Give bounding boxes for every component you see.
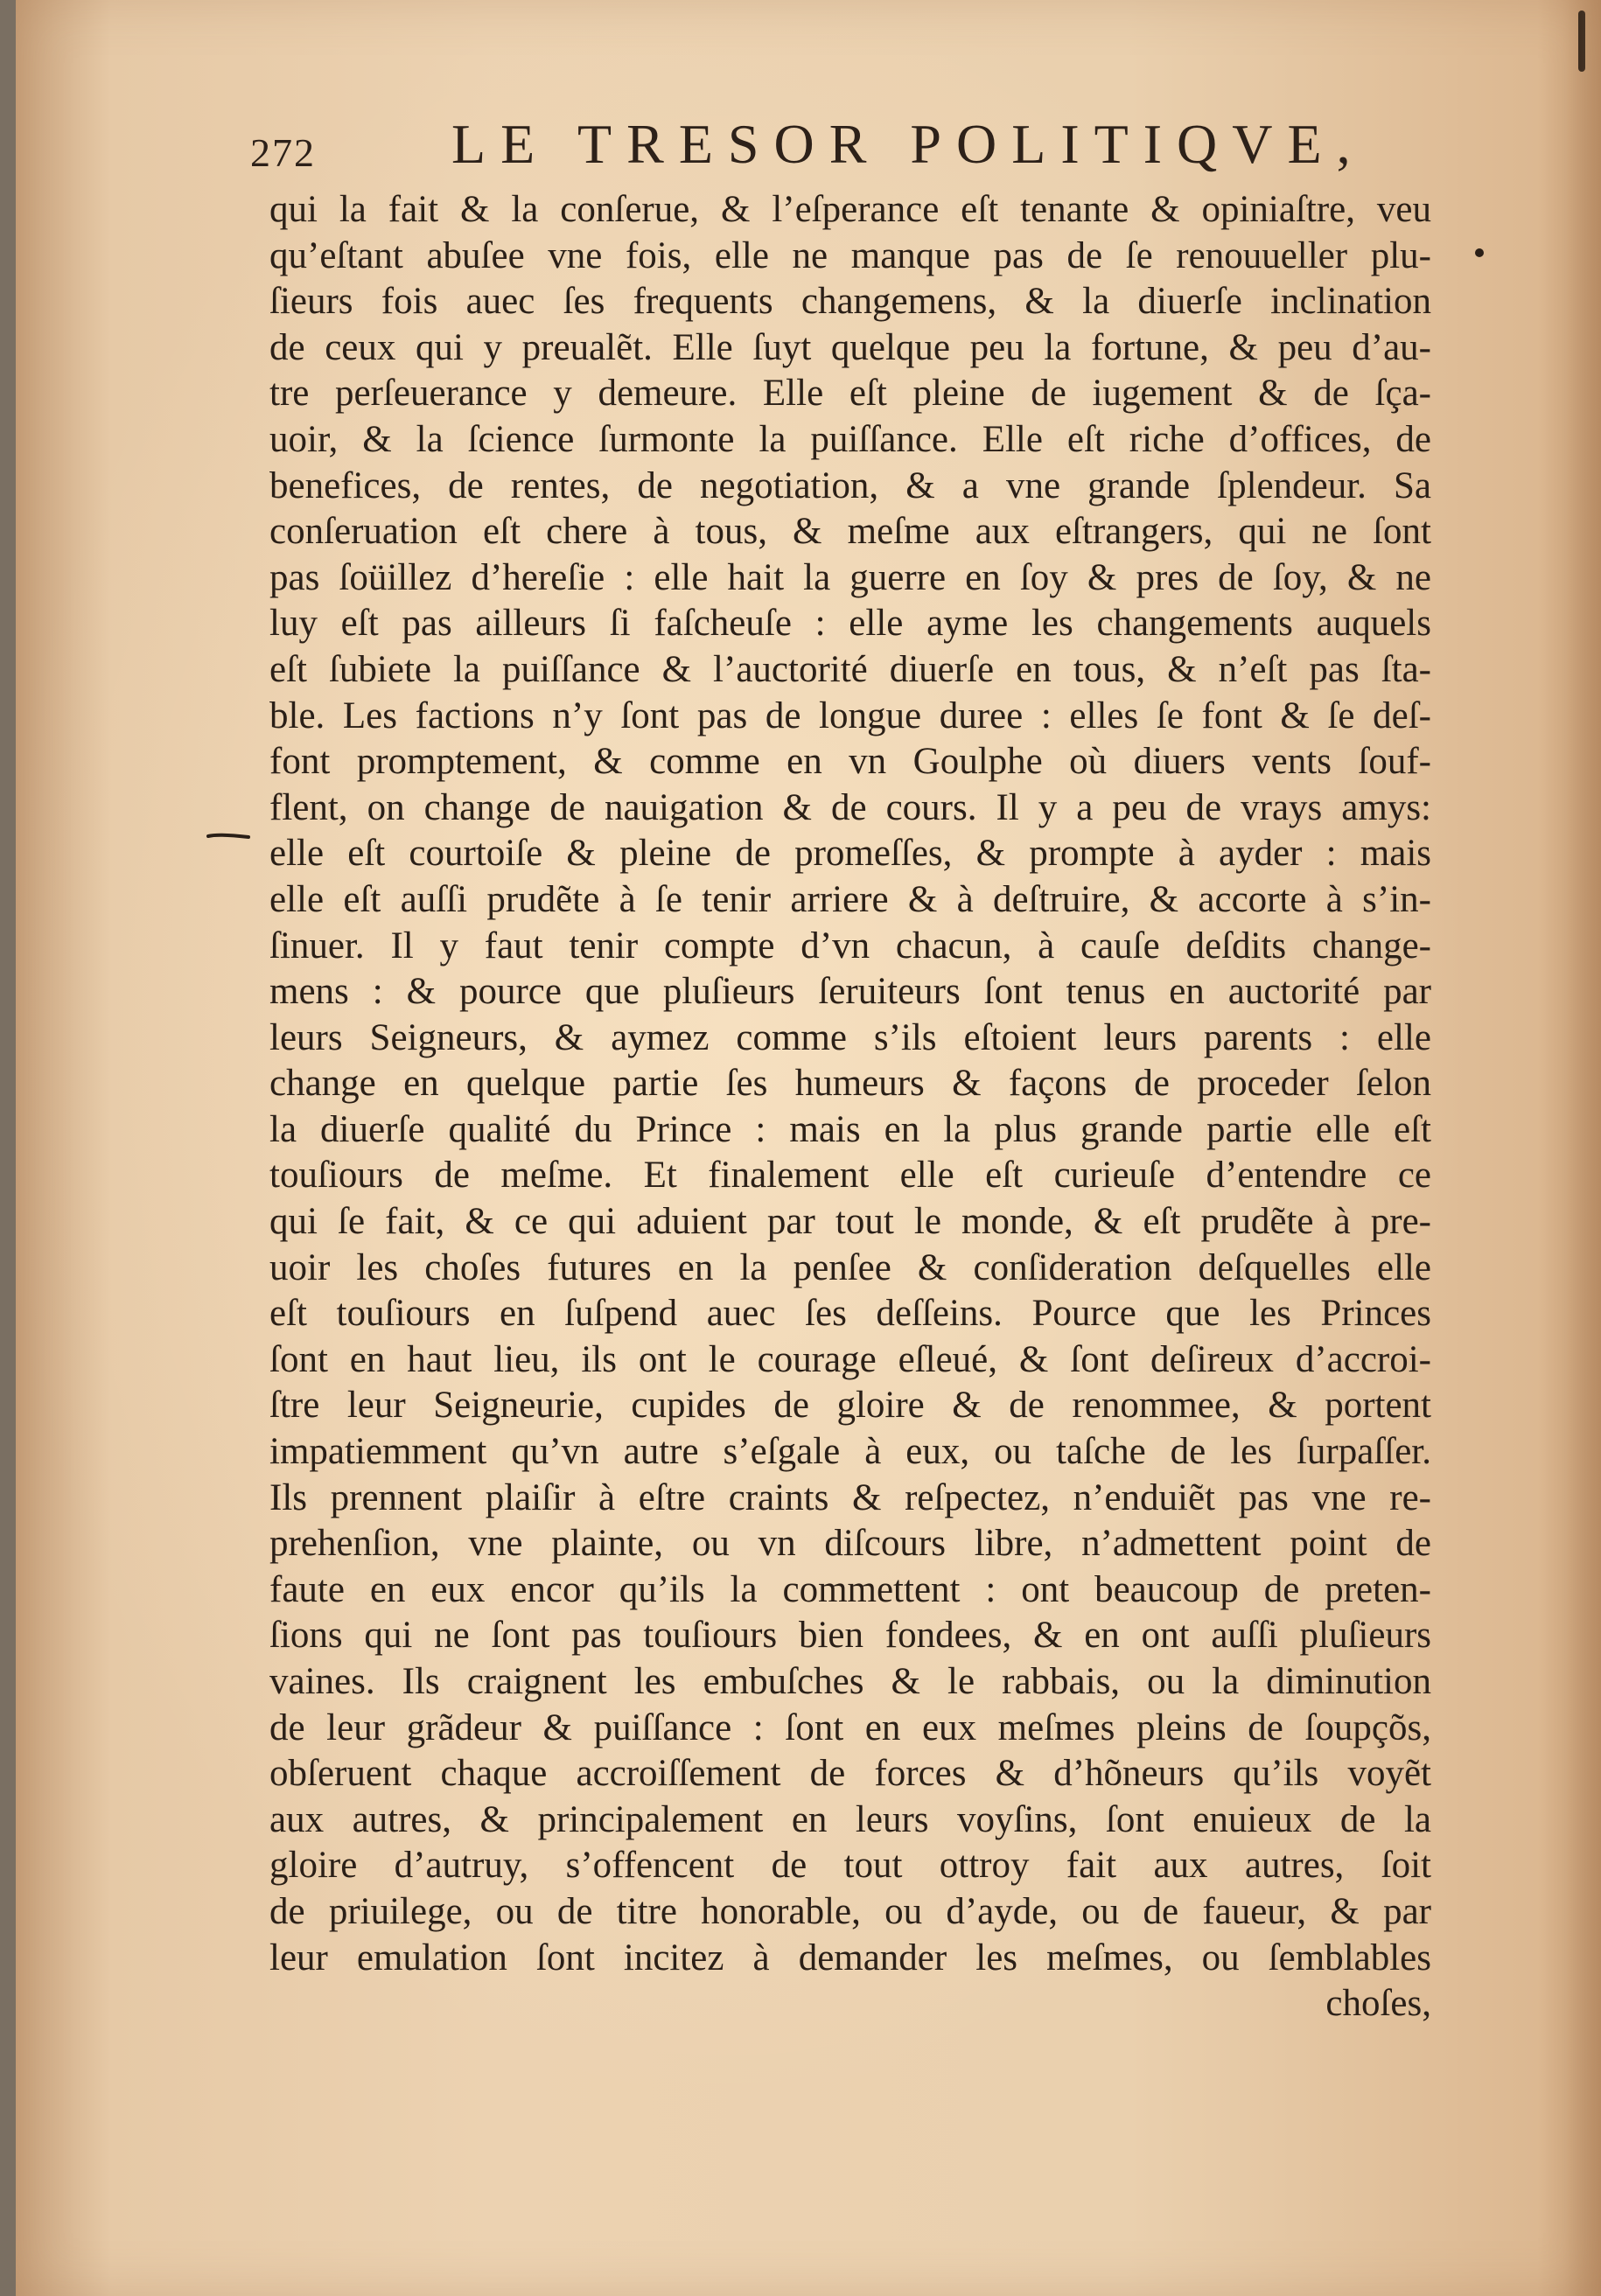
text-line: de leur grãdeur & puiſſance : ſont en eux meſmes pleins de ſoupçõs, bbox=[269, 1706, 1431, 1748]
text-line: de ceux qui y preualẽt. Elle ſuyt quelque peu la fortune, & peu d’au- bbox=[269, 326, 1431, 368]
ink-speck bbox=[1475, 248, 1484, 257]
text-line: touſiours de meſme. Et finalement elle eſt curieuſe d’entendre ce bbox=[269, 1155, 1431, 1197]
text-line: elle eſt courtoiſe & pleine de promeſſes, & prompte à ayder : mais bbox=[269, 833, 1431, 875]
text-line: ſinuer. Il y faut tenir compte d’vn chacun, à cauſe deſdits change- bbox=[269, 925, 1431, 967]
text-line: impatiemment qu’vn autre s’eſgale à eux, ou taſche de les ſurpaſſer. bbox=[269, 1431, 1431, 1473]
text-line: la diuerſe qualité du Prince : mais en la plus grande partie elle eſt bbox=[269, 1108, 1431, 1150]
text-line: ſont en haut lieu, ils ont le courage eſleué, & ſont deſireux d’accroi- bbox=[269, 1338, 1431, 1380]
page-edge-mark bbox=[1578, 10, 1585, 72]
text-line: obſeruent chaque accroiſſement de forces & d’hõneurs qu’ils voyẽt bbox=[269, 1753, 1431, 1795]
text-line: conſeruation eſt chere à tous, & meſme aux eſtrangers, qui ne ſont bbox=[269, 511, 1431, 553]
running-title: LE TRESOR POLITIQVE, bbox=[451, 113, 1366, 175]
text-line: qui ſe fait, & ce qui aduient par tout le monde, & eſt prudẽte à pre- bbox=[269, 1201, 1431, 1243]
text-line: gloire d’autruy, s’offencent de tout ottroy fait aux autres, ſoit bbox=[269, 1845, 1431, 1887]
text-line: ble. Les factions n’y ſont pas de longue duree : elles ſe font & ſe deſ- bbox=[269, 694, 1431, 736]
text-line: uoir, & la ſcience ſurmonte la puiſſance. Elle eſt riche d’offices, de bbox=[269, 418, 1431, 460]
text-line: flent, on change de nauigation & de cours. Il y a peu de vrays amys: bbox=[269, 786, 1431, 828]
text-line: de priuilege, ou de titre honorable, ou d’ayde, ou de faueur, & par bbox=[269, 1890, 1431, 1932]
text-line: ſions qui ne ſont pas touſiours bien fondees, & en ont auſſi pluſieurs bbox=[269, 1615, 1431, 1657]
text-line: tre perſeuerance y demeure. Elle eſt pleine de iugement & de ſça- bbox=[269, 373, 1431, 415]
book-page bbox=[16, 0, 1601, 2296]
text-line: elle eſt auſſi prudẽte à ſe tenir arriere & à deſtruire, & accorte à s’in- bbox=[269, 878, 1431, 920]
text-line: eſt touſiours en ſuſpend auec ſes deſſeins. Pource que les Princes bbox=[269, 1293, 1431, 1335]
text-line: leur emulation ſont incitez à demander les meſmes, ou ſemblables bbox=[269, 1937, 1431, 1978]
text-line: luy eſt pas ailleurs ſi faſcheuſe : elle ayme les changements auquels bbox=[269, 603, 1431, 645]
text-line: prehenſion, vne plainte, ou vn diſcours libre, n’admettent point de bbox=[269, 1523, 1431, 1565]
text-line: faute en eux encor qu’ils la commettent : ont beaucoup de preten- bbox=[269, 1568, 1431, 1610]
text-line: eſt ſubiete la puiſſance & l’auctorité diuerſe en tous, & n’eſt pas ſta- bbox=[269, 648, 1431, 690]
text-line: aux autres, & principalement en leurs voyſins, ſont enuieux de la bbox=[269, 1798, 1431, 1840]
text-line: qu’eſtant abuſee vne fois, elle ne manque pas de ſe renouueller plu- bbox=[269, 234, 1431, 276]
text-line: pas ſoüillez d’hereſie : elle hait la guerre en ſoy & pres de ſoy, & ne bbox=[269, 556, 1431, 598]
text-line: qui la fait & la conſerue, & l’eſperance eſt tenante & opiniaſtre, veu bbox=[269, 189, 1431, 230]
text-line: ſtre leur Seigneurie, cupides de gloire & de renommee, & portent bbox=[269, 1385, 1431, 1427]
body-text bbox=[269, 187, 1431, 2027]
text-line: change en quelque partie ſes humeurs & façons de proceder ſelon bbox=[269, 1063, 1431, 1105]
running-head bbox=[250, 112, 1440, 191]
text-line: Ils prennent plaiſir à eſtre craints & reſpectez, n’enduiẽt pas vne re- bbox=[269, 1476, 1431, 1518]
text-line: ſieurs fois auec ſes frequents changemens, & la diuerſe inclination bbox=[269, 281, 1431, 323]
catchword: choſes, bbox=[1325, 1983, 1431, 2025]
text-line: benefices, de rentes, de negotiation, & a vne grande ſplendeur. Sa bbox=[269, 464, 1431, 506]
text-line: font promptement, & comme en vn Goulphe où diuers vents ſouf- bbox=[269, 741, 1431, 783]
text-line: leurs Seigneurs, & aymez comme s’ils eſtoient leurs parents : elle bbox=[269, 1016, 1431, 1058]
text-line: mens : & pource que pluſieurs ſeruiteurs ſont tenus en auctorité par bbox=[269, 971, 1431, 1013]
margin-pointer-mark bbox=[206, 833, 250, 840]
text-line: uoir les choſes futures en la penſee & conſideration deſquelles elle bbox=[269, 1246, 1431, 1288]
text-line: vaines. Ils craignent les embuſches & le rabbais, ou la diminution bbox=[269, 1661, 1431, 1702]
page-number: 272 bbox=[250, 130, 316, 175]
